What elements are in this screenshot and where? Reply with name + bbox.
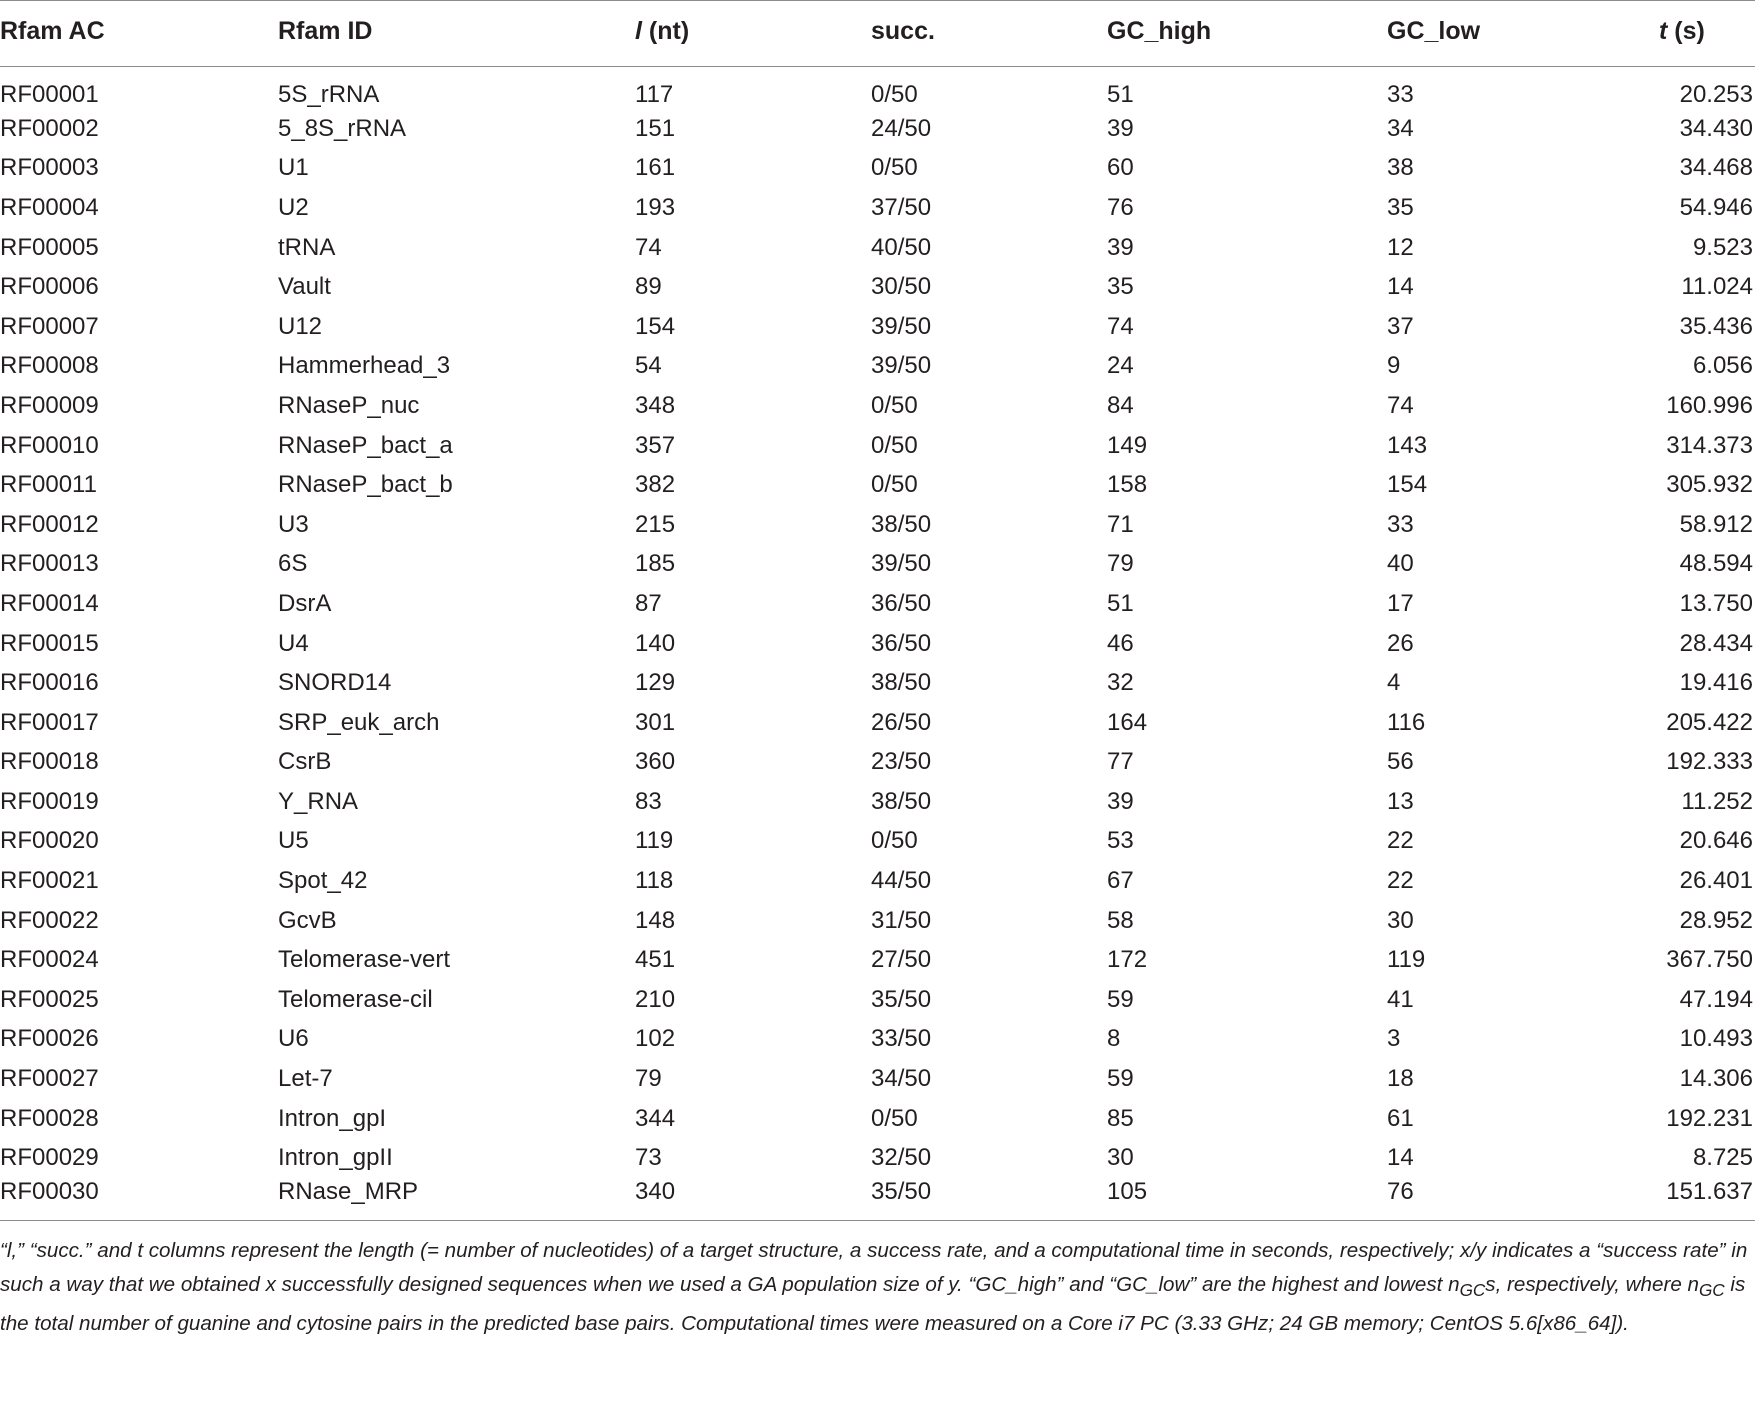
cell-time: 28.952	[1679, 906, 1753, 934]
cell-rfam-ac: RF00029	[0, 1144, 99, 1172]
cell-gc-high: 71	[1107, 510, 1134, 538]
cell-time: 13.750	[1679, 589, 1753, 617]
cell-rfam-id: U1	[278, 154, 309, 182]
table-row	[0, 1059, 1755, 1099]
cell-length: 102	[635, 1025, 676, 1053]
cell-gc-low: 33	[1387, 81, 1414, 108]
cell-time: 14.306	[1679, 1065, 1753, 1093]
cell-rfam-ac: RF00025	[0, 985, 99, 1013]
header-rfam-ac: Rfam AC	[0, 1, 278, 67]
cell-rfam-id: Spot_42	[278, 867, 368, 895]
cell-time: 8.725	[1692, 1144, 1753, 1172]
cell-time: 47.194	[1679, 985, 1753, 1013]
cell-rfam-ac: RF00013	[0, 550, 99, 578]
cell-gc-low: 17	[1387, 589, 1414, 617]
cell-gc-high: 32	[1107, 669, 1134, 697]
cell-gc-low: 61	[1387, 1104, 1414, 1132]
cell-gc-high: 51	[1107, 81, 1134, 108]
cell-rfam-ac: RF00001	[0, 81, 99, 108]
cell-gc-low: 22	[1387, 827, 1414, 855]
cell-rfam-id: Telomerase-vert	[278, 946, 451, 974]
cell-time: 367.750	[1666, 946, 1753, 974]
table-row	[0, 584, 1755, 624]
cell-success: 0/50	[871, 1104, 918, 1132]
cell-time: 10.493	[1679, 1025, 1753, 1053]
table-row	[0, 663, 1755, 703]
cell-gc-high: 39	[1107, 114, 1134, 142]
cell-gc-low: 35	[1387, 193, 1414, 221]
cell-success: 38/50	[871, 669, 932, 697]
cell-rfam-id: Intron_gpII	[278, 1144, 393, 1172]
cell-rfam-ac: RF00027	[0, 1065, 99, 1093]
footnote-sub-b: GC	[1698, 1280, 1725, 1301]
cell-success: 32/50	[871, 1144, 932, 1172]
cell-time: 54.946	[1679, 193, 1753, 221]
cell-length: 357	[635, 431, 676, 459]
cell-gc-high: 74	[1107, 312, 1134, 340]
cell-gc-low: 119	[1387, 946, 1426, 974]
cell-success: 44/50	[871, 867, 932, 895]
cell-rfam-ac: RF00010	[0, 431, 99, 459]
cell-rfam-ac: RF00002	[0, 114, 99, 142]
cell-gc-high: 30	[1107, 1144, 1134, 1172]
cell-gc-low: 76	[1387, 1178, 1659, 1221]
table-header	[0, 1, 1755, 67]
cell-length: 148	[635, 906, 676, 934]
cell-length: 79	[635, 1065, 662, 1093]
cell-time: 28.434	[1679, 629, 1753, 657]
table-row	[0, 267, 1755, 307]
table-row	[0, 109, 1755, 149]
cell-length: 193	[635, 193, 676, 221]
cell-time: 160.996	[1666, 391, 1753, 419]
cell-length: 360	[635, 748, 676, 776]
cell-gc-high: 84	[1107, 391, 1134, 419]
cell-length: 151	[635, 114, 676, 142]
cell-time: 314.373	[1666, 431, 1753, 459]
cell-gc-high: 76	[1107, 193, 1134, 221]
cell-success: 0/50	[871, 154, 918, 182]
cell-gc-high: 164	[1107, 708, 1148, 736]
cell-length: 340	[635, 1178, 871, 1221]
cell-rfam-id: RNaseP_bact_b	[278, 471, 453, 499]
cell-rfam-id: SRP_euk_arch	[278, 708, 440, 736]
cell-rfam-ac: RF00022	[0, 906, 99, 934]
cell-time: 34.468	[1679, 154, 1753, 182]
cell-length: 119	[635, 827, 674, 855]
cell-gc-low: 56	[1387, 748, 1414, 776]
table-row	[0, 980, 1755, 1020]
cell-length: 89	[635, 273, 662, 301]
cell-length: 140	[635, 629, 676, 657]
footnote-text-b: s, respectively, where n	[1485, 1273, 1699, 1296]
cell-success: 38/50	[871, 510, 932, 538]
cell-gc-high: 58	[1107, 906, 1134, 934]
table-row	[0, 228, 1755, 268]
cell-gc-low: 3	[1387, 1025, 1401, 1053]
cell-rfam-ac: RF00006	[0, 273, 99, 301]
header-time-symbol: t	[1659, 17, 1668, 45]
cell-rfam-id: U4	[278, 629, 309, 657]
cell-rfam-id: U3	[278, 510, 309, 538]
cell-success: 0/50	[871, 431, 918, 459]
cell-gc-low: 30	[1387, 906, 1414, 934]
cell-gc-low: 9	[1387, 352, 1401, 380]
cell-rfam-ac: RF00030	[0, 1178, 278, 1221]
cell-rfam-id: 5S_rRNA	[278, 81, 380, 108]
header-success: succ.	[871, 1, 1107, 67]
table-row	[0, 149, 1755, 189]
cell-gc-high: 8	[1107, 1025, 1121, 1053]
cell-rfam-ac: RF00018	[0, 748, 99, 776]
cell-time: 11.024	[1681, 273, 1753, 301]
cell-time: 192.231	[1666, 1104, 1753, 1132]
table-row	[0, 1178, 1755, 1221]
cell-gc-low: 26	[1387, 629, 1414, 657]
cell-length: 348	[635, 391, 676, 419]
cell-gc-high: 172	[1107, 946, 1148, 974]
table-row	[0, 1138, 1755, 1178]
header-length-unit: (nt)	[641, 17, 690, 45]
cell-rfam-ac: RF00012	[0, 510, 99, 538]
cell-rfam-ac: RF00024	[0, 946, 99, 974]
cell-rfam-id: U12	[278, 312, 323, 340]
cell-gc-high: 67	[1107, 867, 1134, 895]
table-row	[0, 703, 1755, 743]
cell-rfam-ac: RF00017	[0, 708, 99, 736]
header-gc-high: GC_high	[1107, 1, 1387, 67]
cell-time: 35.436	[1679, 312, 1753, 340]
cell-success: 30/50	[871, 273, 932, 301]
cell-gc-high: 79	[1107, 550, 1134, 578]
table-row	[0, 67, 1755, 110]
cell-length: 74	[635, 233, 662, 261]
cell-time: 20.646	[1679, 827, 1753, 855]
cell-time: 34.430	[1679, 114, 1753, 142]
header-length-symbol: l	[635, 17, 642, 45]
cell-length: 73	[635, 1144, 662, 1172]
cell-rfam-ac: RF00014	[0, 589, 99, 617]
cell-gc-low: 41	[1387, 985, 1414, 1013]
cell-time: 26.401	[1679, 867, 1753, 895]
table-row	[0, 465, 1755, 505]
cell-gc-low: 74	[1387, 391, 1414, 419]
cell-gc-low: 154	[1387, 471, 1428, 499]
cell-success: 0/50	[871, 391, 918, 419]
cell-gc-low: 18	[1387, 1065, 1414, 1093]
cell-rfam-id: 5_8S_rRNA	[278, 114, 407, 142]
cell-length: 154	[635, 312, 676, 340]
cell-time: 192.333	[1666, 748, 1753, 776]
cell-length: 161	[635, 154, 676, 182]
table-row	[0, 940, 1755, 980]
cell-gc-high: 53	[1107, 827, 1134, 855]
cell-rfam-id: SNORD14	[278, 669, 392, 697]
cell-gc-low: 33	[1387, 510, 1414, 538]
cell-time: 305.932	[1666, 471, 1753, 499]
cell-gc-high: 77	[1107, 748, 1134, 776]
cell-time: 48.594	[1679, 550, 1753, 578]
cell-gc-low: 34	[1387, 114, 1414, 142]
footnote-sub-a: GC	[1459, 1280, 1486, 1301]
cell-success: 40/50	[871, 233, 932, 261]
cell-gc-high: 24	[1107, 352, 1134, 380]
cell-success: 39/50	[871, 352, 932, 380]
cell-success: 31/50	[871, 906, 932, 934]
header-gc-low: GC_low	[1387, 1, 1659, 67]
cell-time: 20.253	[1679, 81, 1753, 108]
cell-time: 11.252	[1681, 787, 1753, 815]
cell-rfam-ac: RF00011	[0, 471, 97, 499]
cell-rfam-id: RNaseP_bact_a	[278, 431, 453, 459]
cell-success: 0/50	[871, 827, 918, 855]
cell-rfam-ac: RF00016	[0, 669, 99, 697]
cell-success: 24/50	[871, 114, 932, 142]
table-row	[0, 861, 1755, 901]
cell-length: 54	[635, 352, 662, 380]
cell-success: 39/50	[871, 550, 932, 578]
table-row	[0, 307, 1755, 347]
table-row	[0, 624, 1755, 664]
cell-gc-high: 46	[1107, 629, 1134, 657]
footnote-text-a: “l,” “succ.” and t columns represent the length (= number of nucleotides) of a target structure, a success rate, and a computational time in seconds, respectively; x/y indicates a “success rate” in such a way that we obtained x successfully designed sequences when we used a GA population size of y. “GC_high” and “GC_low” are the highest and lowest n	[0, 1239, 1748, 1296]
cell-rfam-ac: RF00019	[0, 787, 99, 815]
cell-rfam-ac: RF00015	[0, 629, 99, 657]
cell-rfam-id: Y_RNA	[278, 787, 359, 815]
cell-length: 185	[635, 550, 676, 578]
cell-rfam-ac: RF00026	[0, 1025, 99, 1053]
cell-success: 26/50	[871, 708, 932, 736]
cell-gc-high: 105	[1107, 1178, 1387, 1221]
cell-gc-low: 37	[1387, 312, 1414, 340]
cell-time: 9.523	[1692, 233, 1753, 261]
cell-success: 38/50	[871, 787, 932, 815]
cell-time: 205.422	[1666, 708, 1753, 736]
cell-rfam-id: tRNA	[278, 233, 336, 261]
cell-length: 301	[635, 708, 676, 736]
table-row	[0, 386, 1755, 426]
cell-rfam-id: 6S	[278, 550, 308, 578]
cell-time: 58.912	[1679, 510, 1753, 538]
cell-length: 87	[635, 589, 662, 617]
cell-rfam-id: Intron_gpI	[278, 1104, 387, 1132]
cell-success: 23/50	[871, 748, 932, 776]
cell-success: 36/50	[871, 589, 932, 617]
cell-gc-low: 143	[1387, 431, 1428, 459]
cell-length: 382	[635, 471, 676, 499]
header-time	[1659, 1, 1755, 67]
cell-gc-high: 85	[1107, 1104, 1134, 1132]
cell-time: 151.637	[1659, 1178, 1755, 1221]
cell-rfam-id: RNase_MRP	[278, 1178, 635, 1221]
cell-gc-low: 40	[1387, 550, 1414, 578]
cell-length: 344	[635, 1104, 676, 1132]
cell-success: 0/50	[871, 471, 918, 499]
cell-rfam-ac: RF00005	[0, 233, 99, 261]
cell-rfam-ac: RF00028	[0, 1104, 99, 1132]
cell-rfam-id: GcvB	[278, 906, 337, 934]
cell-success: 27/50	[871, 946, 932, 974]
cell-success: 0/50	[871, 81, 918, 108]
cell-rfam-id: U2	[278, 193, 309, 221]
cell-gc-high: 149	[1107, 431, 1148, 459]
header-row	[0, 1, 1755, 67]
table-row	[0, 347, 1755, 387]
cell-time: 6.056	[1692, 352, 1753, 380]
table-row	[0, 901, 1755, 941]
cell-time: 19.416	[1679, 669, 1753, 697]
cell-gc-high: 39	[1107, 233, 1134, 261]
header-rfam-id: Rfam ID	[278, 1, 635, 67]
cell-length: 451	[635, 946, 676, 974]
table-footnote	[0, 1234, 1752, 1341]
cell-length: 215	[635, 510, 676, 538]
cell-gc-low: 12	[1387, 233, 1414, 261]
table-row	[0, 545, 1755, 585]
cell-rfam-id: Let-7	[278, 1065, 333, 1093]
cell-rfam-ac: RF00008	[0, 352, 99, 380]
cell-rfam-id: Hammerhead_3	[278, 352, 451, 380]
cell-rfam-ac: RF00020	[0, 827, 99, 855]
cell-gc-low: 14	[1387, 273, 1414, 301]
cell-length: 118	[635, 867, 674, 895]
cell-success: 39/50	[871, 312, 932, 340]
cell-gc-high: 158	[1107, 471, 1148, 499]
table-row	[0, 1020, 1755, 1060]
cell-length: 129	[635, 669, 676, 697]
cell-gc-high: 60	[1107, 154, 1134, 182]
table-row	[0, 426, 1755, 466]
table-row	[0, 743, 1755, 783]
cell-gc-high: 35	[1107, 273, 1134, 301]
cell-success: 37/50	[871, 193, 932, 221]
cell-gc-high: 59	[1107, 1065, 1134, 1093]
table-body	[0, 67, 1755, 1221]
cell-length: 210	[635, 985, 676, 1013]
cell-gc-high: 39	[1107, 787, 1134, 815]
cell-rfam-id: Vault	[278, 273, 331, 301]
cell-rfam-id: DsrA	[278, 589, 332, 617]
header-length	[635, 1, 871, 67]
cell-gc-low: 22	[1387, 867, 1414, 895]
cell-rfam-id: U6	[278, 1025, 309, 1053]
cell-gc-low: 116	[1387, 708, 1426, 736]
cell-gc-low: 14	[1387, 1144, 1414, 1172]
cell-success: 34/50	[871, 1065, 932, 1093]
cell-rfam-ac: RF00009	[0, 391, 99, 419]
table-row	[0, 1099, 1755, 1139]
cell-rfam-id: U5	[278, 827, 309, 855]
cell-length: 83	[635, 787, 662, 815]
cell-gc-high: 51	[1107, 589, 1134, 617]
cell-gc-low: 4	[1387, 669, 1401, 697]
cell-rfam-id: CsrB	[278, 748, 332, 776]
table-row	[0, 822, 1755, 862]
cell-rfam-id: RNaseP_nuc	[278, 391, 420, 419]
cell-gc-low: 13	[1387, 787, 1414, 815]
cell-success: 36/50	[871, 629, 932, 657]
table-row	[0, 188, 1755, 228]
cell-rfam-ac: RF00021	[0, 867, 99, 895]
cell-rfam-ac: RF00004	[0, 193, 99, 221]
cell-success: 35/50	[871, 1178, 1107, 1221]
cell-gc-high: 59	[1107, 985, 1134, 1013]
cell-success: 33/50	[871, 1025, 932, 1053]
cell-length: 117	[635, 81, 674, 108]
table-row	[0, 505, 1755, 545]
footnote-text-c: is the total number of guanine and cytosine pairs in the predicted base pairs. Computational times were measured on a Core i7 PC (3.33 GHz; 24 GB memory; CentOS 5.6[x86_64]).	[0, 1273, 1746, 1336]
cell-rfam-ac: RF00007	[0, 312, 99, 340]
table-row	[0, 782, 1755, 822]
header-time-unit: (s)	[1667, 17, 1705, 45]
cell-success: 35/50	[871, 985, 932, 1013]
cell-rfam-id: Telomerase-cil	[278, 985, 433, 1013]
cell-rfam-ac: RF00003	[0, 154, 99, 182]
cell-gc-low: 38	[1387, 154, 1414, 182]
